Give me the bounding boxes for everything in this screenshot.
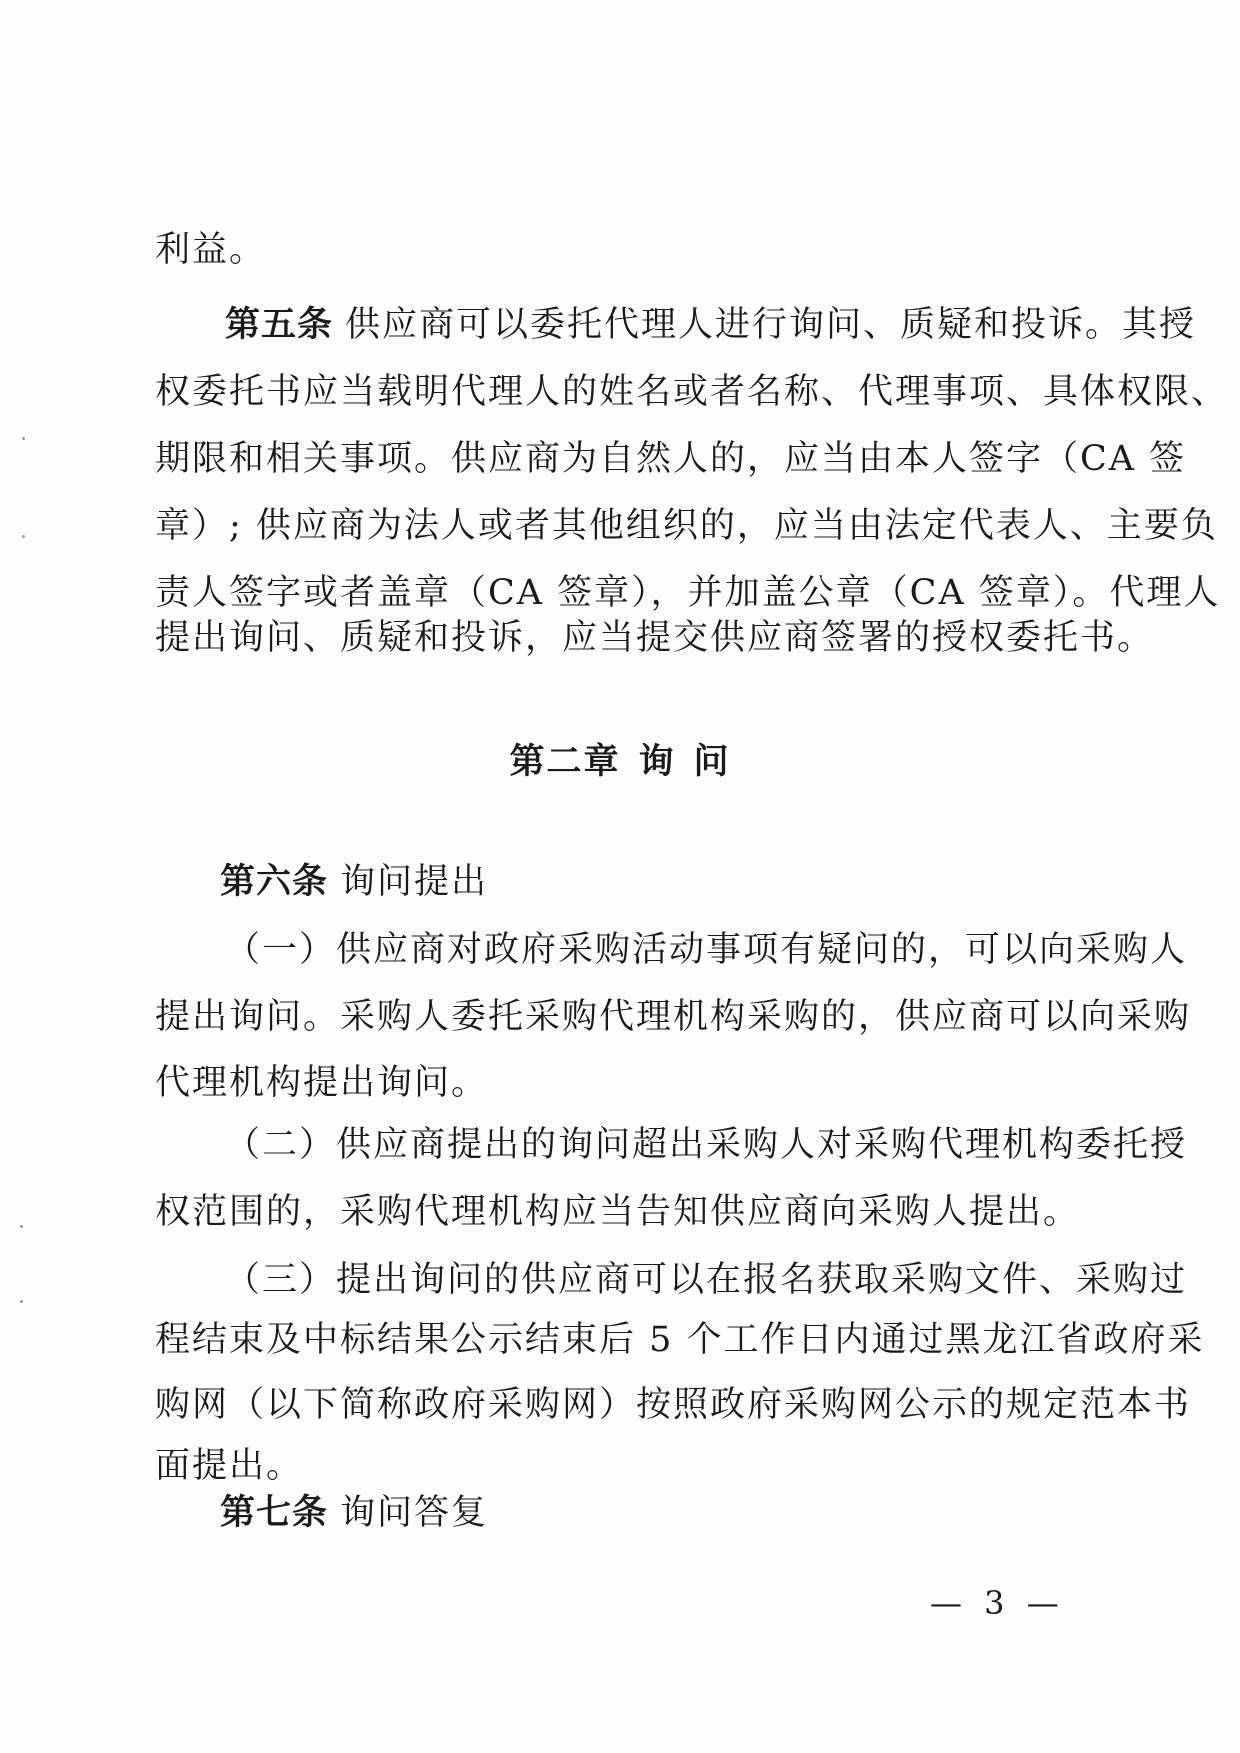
chapter-title — [0, 742, 1240, 782]
chapter-word: 询 — [638, 742, 676, 782]
paragraph-line: （二）供应商提出的询问超出采购人对采购代理机构委托授 — [225, 1125, 1188, 1165]
paragraph-line: 责人签字或者盖章（CA 签章），并加盖公章（CA 签章）。代理人 — [155, 573, 1221, 613]
scan-speck — [22, 535, 25, 538]
paragraph-line: 权范围的，采购代理机构应当告知供应商向采购人提出。 — [155, 1192, 1081, 1232]
paragraph-line: 提出询问、质疑和投诉，应当提交供应商签署的授权委托书。 — [155, 618, 1155, 658]
chapter-number: 第二章 — [509, 742, 621, 782]
paragraph-line: 提出询问。采购人委托采购代理机构采购的，供应商可以向采购 — [155, 997, 1192, 1037]
article-5-heading-line — [225, 305, 1197, 345]
article-label: 第六条 — [220, 862, 329, 902]
paragraph-line: 面提出。 — [155, 1446, 304, 1486]
paragraph-line: 购网（以下简称政府采购网）按照政府采购网公示的规定范本书 — [155, 1385, 1192, 1425]
paragraph-line: （三）提出询问的供应商可以在报名获取采购文件、采购过 — [225, 1260, 1188, 1300]
page-number: — 3 — — [930, 1584, 1065, 1622]
paragraph-text: 供应商可以委托代理人进行询问、质疑和投诉。其授 — [345, 305, 1197, 345]
scan-speck — [20, 1300, 23, 1303]
article-6-heading-line — [220, 862, 488, 902]
paragraph-line: 代理机构提出询问。 — [155, 1063, 489, 1103]
paragraph-line: 章）; 供应商为法人或者其他组织的，应当由法定代表人、主要负 — [155, 506, 1218, 546]
scan-speck — [20, 1225, 23, 1228]
article-label: 第五条 — [225, 305, 334, 345]
article-7-heading-line — [220, 1493, 488, 1533]
paragraph-line: 权委托书应当载明代理人的姓名或者名称、代理事项、具体权限、 — [155, 372, 1229, 412]
chapter-word: 问 — [693, 742, 731, 782]
scan-speck — [22, 437, 25, 440]
paragraph-line: （一）供应商对政府采购活动事项有疑问的，可以向采购人 — [225, 930, 1188, 970]
article-label: 第七条 — [220, 1493, 329, 1533]
article-title: 询问提出 — [340, 862, 489, 902]
article-title: 询问答复 — [340, 1493, 489, 1533]
paragraph-line: 利益。 — [155, 230, 267, 270]
paragraph-line: 期限和相关事项。供应商为自然人的，应当由本人签字（CA 签 — [155, 439, 1187, 479]
paragraph-line: 程结束及中标结果公示结束后 5 个工作日内通过黑龙江省政府采 — [155, 1320, 1205, 1360]
